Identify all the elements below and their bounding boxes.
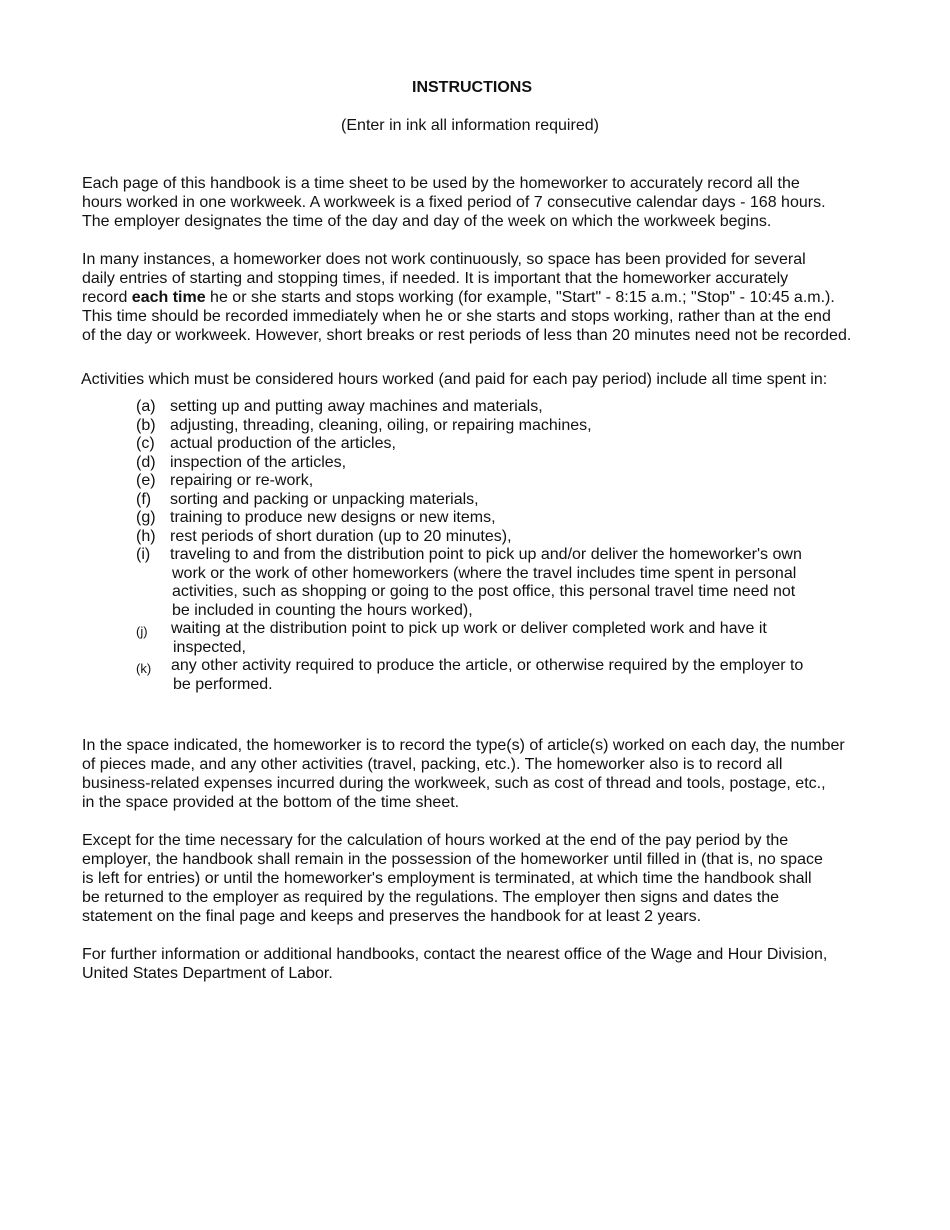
- list-item: [136, 620, 856, 657]
- paragraph-line: Except for the time necessary for the calculation of hours worked at the end of the pay period by the: [82, 832, 789, 849]
- paragraph-line: of the day or workweek. However, short breaks or rest periods of less than 20 minutes need not be recorded.: [82, 327, 852, 344]
- list-item-text: be performed.: [173, 675, 273, 693]
- list-item-text: training to produce new designs or new items,: [170, 509, 496, 526]
- list-item-text: any other activity required to produce the article, or otherwise required by the employer to: [171, 657, 804, 674]
- list-item: [136, 398, 856, 417]
- list-item-text: activities, such as shopping or going to the post office, this personal travel time need not: [172, 583, 796, 600]
- emphasis-each-time: each time: [131, 289, 206, 306]
- list-item-text: repairing or re-work,: [170, 472, 314, 489]
- list-item: [136, 417, 856, 436]
- workweek-paragraph: [82, 174, 892, 231]
- list-marker: (e): [136, 472, 156, 489]
- paragraph-line: be returned to the employer as required by the regulations. The employer then signs and dates the: [82, 889, 780, 906]
- list-marker: (i): [136, 546, 151, 563]
- list-item-text: rest periods of short duration (up to 20 minutes),: [170, 527, 512, 545]
- paragraph-line: daily entries of starting and stopping times, if needed. It is important that the homeworker accurately: [82, 270, 789, 287]
- paragraph-text: he or she starts and stops working (for example, "Start" - 8:15 a.m.; "Stop" - 10:45 a.m.).: [205, 289, 835, 306]
- paragraph-line: business-related expenses incurred during the workweek, such as cost of thread and tools, postage, etc.,: [82, 775, 826, 792]
- paragraph-line: statement on the final page and keeps and preserves the handbook for at least 2 years.: [82, 908, 702, 925]
- list-item: [136, 435, 856, 454]
- handbook-possession-paragraph: [82, 831, 892, 926]
- list-item-text: setting up and putting away machines and materials,: [170, 398, 543, 415]
- paragraph-line: In the space indicated, the homeworker is to record the type(s) of article(s) worked on each day, the number: [82, 737, 845, 754]
- paragraph-line: The employer designates the time of the day and day of the week on which the workweek begins.: [82, 213, 772, 230]
- paragraph-text: record: [82, 289, 132, 306]
- list-marker: (d): [136, 453, 156, 471]
- paragraph-line: For further information or additional handbooks, contact the nearest office of the Wage and Hour Division,: [82, 946, 828, 963]
- paragraph-line: hours worked in one workweek. A workweek is a fixed period of 7 consecutive calendar days - 168 hours.: [82, 194, 826, 211]
- list-marker: (a): [136, 398, 156, 415]
- paragraph-line: Each page of this handbook is a time sheet to be used by the homeworker to accurately record all the: [82, 175, 800, 192]
- list-item-text: sorting and packing or unpacking materials,: [170, 490, 479, 508]
- list-item: [136, 491, 856, 510]
- list-item: [136, 472, 856, 491]
- list-marker: (j): [136, 624, 148, 639]
- list-item-text: work or the work of other homeworkers (where the travel includes time spent in personal: [172, 564, 797, 582]
- list-item-text: inspected,: [173, 638, 246, 656]
- list-item: [136, 509, 856, 528]
- activities-intro: Activities which must be considered hours worked (and paid for each pay period) include all time spent in:: [81, 371, 828, 388]
- paragraph-line: United States Department of Labor.: [82, 965, 333, 982]
- list-item: [136, 454, 856, 473]
- paragraph-line: is left for entries) or until the homeworker's employment is terminated, at which time the handbook shall: [82, 870, 812, 887]
- paragraph-line: of pieces made, and any other activities (travel, packing, etc.). The homeworker also is to record all: [82, 756, 783, 773]
- list-marker: (f): [136, 490, 152, 508]
- paragraph-line: [82, 288, 892, 307]
- paragraph-line: In many instances, a homeworker does not work continuously, so space has been provided for several: [82, 251, 806, 268]
- paragraph-line: in the space provided at the bottom of the time sheet.: [82, 794, 460, 811]
- list-marker: (g): [136, 509, 156, 526]
- contact-paragraph: [82, 945, 892, 983]
- list-item-text: adjusting, threading, cleaning, oiling, or repairing machines,: [170, 416, 592, 434]
- paragraph-line: This time should be recorded immediately when he or she starts and stops working, rather than at the end: [82, 308, 831, 325]
- list-marker: (h): [136, 527, 156, 545]
- list-item: [136, 546, 856, 620]
- articles-expenses-paragraph: [82, 736, 892, 812]
- activities-list: [136, 398, 856, 694]
- list-marker: (k): [136, 661, 152, 676]
- list-item-text: inspection of the articles,: [170, 453, 347, 471]
- list-item-text: waiting at the distribution point to pick up work or deliver completed work and have it: [171, 620, 767, 637]
- recording-times-paragraph: [82, 250, 892, 345]
- list-marker: (c): [136, 435, 155, 452]
- list-item-text: traveling to and from the distribution point to pick up and/or deliver the homeworker's own: [170, 546, 802, 563]
- list-marker: (b): [136, 416, 156, 434]
- list-item: [136, 657, 856, 694]
- list-item: [136, 528, 856, 547]
- page-subtitle: (Enter in ink all information required): [341, 117, 599, 134]
- paragraph-line: employer, the handbook shall remain in the possession of the homeworker until filled in (that is, no space: [82, 851, 823, 868]
- list-item-text: be included in counting the hours worked),: [172, 601, 473, 619]
- page-title: INSTRUCTIONS: [412, 79, 532, 96]
- list-item-text: actual production of the articles,: [170, 435, 396, 452]
